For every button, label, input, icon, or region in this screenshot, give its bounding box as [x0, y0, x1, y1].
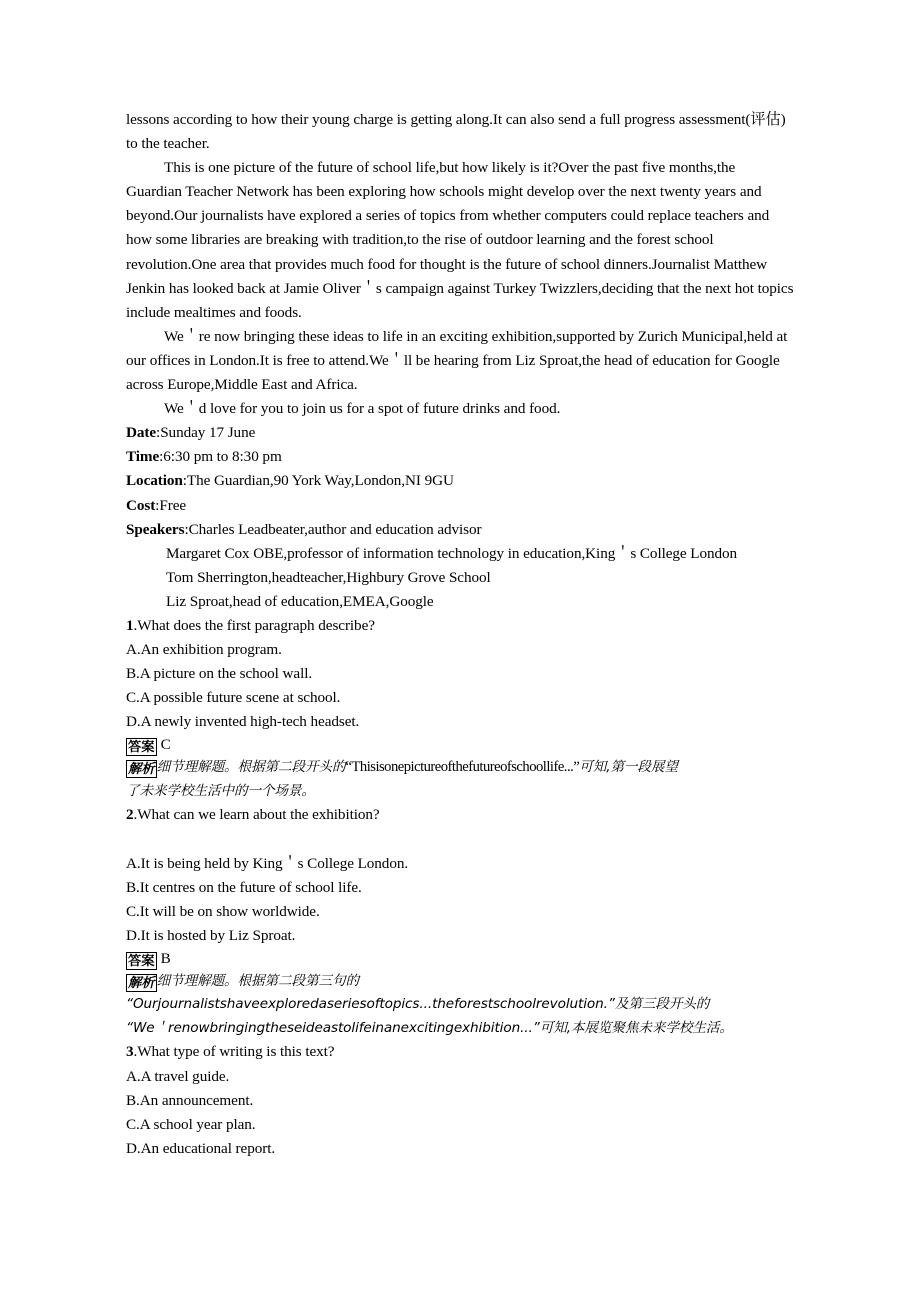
option-a[interactable]: A.It is being held by King＇s College London.: [126, 854, 409, 872]
analysis-cn: 细节理解题。根据第二段第三句的: [156, 972, 359, 989]
detail-separator: :: [182, 472, 187, 490]
analysis-tag-badge: 解析: [128, 762, 155, 778]
option-b[interactable]: B.A picture on the school wall.: [126, 665, 313, 683]
analysis-line: 了未来学校生活中的一个场景。: [126, 782, 315, 799]
detail-separator: :: [184, 520, 189, 538]
option-c[interactable]: C.A possible future scene at school.: [126, 689, 341, 707]
detail-separator: :: [159, 448, 164, 466]
option-d[interactable]: D.An educational report.: [126, 1139, 276, 1157]
question-stem: [126, 614, 794, 638]
option-c[interactable]: C.It will be on show worldwide.: [126, 902, 320, 920]
question-number: 1: [126, 616, 134, 634]
option-a[interactable]: A.A travel guide.: [126, 1067, 230, 1085]
speaker-item: Margaret Cox OBE,professor of information technology in education,King＇s College London: [166, 544, 738, 562]
analysis-cn: 及第三段开头的: [614, 996, 710, 1013]
analysis-line: [126, 993, 794, 1017]
passage-paragraph: We＇d love for you to join us for a spot of future drinks and food.: [164, 400, 561, 418]
analysis-cn: 可知,本展览聚焦未来学校生活。: [539, 1019, 733, 1036]
question-spacer: [126, 828, 794, 852]
question-block-2: [126, 803, 794, 1040]
analysis-quote: “Thisisonepictureofthefutureofschoollife...”: [345, 759, 580, 776]
detail-value: Charles Leadbeater,author and education advisor: [188, 520, 482, 538]
question-separator: .: [133, 1043, 138, 1061]
detail-label: Date: [126, 424, 157, 442]
analysis-tag-badge: 解析: [128, 975, 155, 991]
analysis-line: [126, 756, 794, 780]
question-text: What type of writing is this text?: [137, 1043, 335, 1061]
question-stem: [126, 1040, 794, 1064]
detail-label: Location: [126, 472, 183, 490]
event-detail-speakers: [126, 518, 794, 542]
detail-value: Sunday 17 June: [160, 424, 256, 442]
question-separator: .: [133, 806, 138, 824]
detail-value: The Guardian,90 York Way,London,NI 9GU: [186, 472, 454, 490]
analysis-cn: 可知,第一段展望: [579, 759, 678, 776]
event-detail-cost: [126, 494, 794, 518]
answer-tag-badge: 答案: [128, 740, 155, 756]
detail-value: Free: [159, 496, 187, 514]
passage-paragraph: We＇re now bringing these ideas to life in an exciting exhibition,supported by Zurich Municipal,held at our offices in London.It is free to attend.We＇ll be hearing from Liz Sproat,the head of education for Google across Europe,Middle East and Africa.: [126, 327, 788, 394]
event-detail-time: [126, 445, 794, 469]
passage-body: [126, 108, 794, 421]
detail-separator: :: [156, 424, 161, 442]
question-separator: .: [133, 616, 138, 634]
detail-value: 6:30 pm to 8:30 pm: [163, 448, 282, 466]
detail-label: Cost: [126, 496, 156, 514]
question-block-3: [126, 1040, 794, 1160]
event-detail-date: [126, 421, 794, 445]
answer-letter: C: [160, 736, 171, 754]
passage-paragraph: This is one picture of the future of school life,but how likely is it?Over the past five months,the Guardian Teacher Network has been exploring how schools might develop over the next twenty years and beyond.Our journalists have explored a series of topics from whether computers could replace teachers and how some libraries are breaking with tradition,to the rise of outdoor learning and the forest school revolution.One area that provides much food for thought is the future of school dinners.Journalist Matthew Jenkin has looked back at Jamie Oliver＇s campaign against Turkey Twizzlers,deciding that the next hot topics include mealtimes and foods.: [126, 159, 794, 321]
answer-letter: B: [160, 949, 171, 967]
option-b[interactable]: B.An announcement.: [126, 1091, 254, 1109]
answer-row: [126, 948, 794, 970]
question-stem: [126, 803, 794, 827]
question-text: What does the first paragraph describe?: [137, 616, 375, 634]
analysis-cn: 细节理解题。根据第二段开头的: [156, 759, 346, 776]
passage-paragraph: lessons according to how their young charge is getting along.It can also send a full progress assessment(评估) to the teacher.: [126, 111, 786, 153]
analysis-quote: “Ourjournalistshaveexploredaseriesoftopics...theforestschoolrevolution.”: [126, 996, 615, 1013]
detail-label: Time: [126, 448, 160, 466]
analysis-quote: “We＇renowbringingtheseideastolifeinanexcitingexhibition...”: [126, 1019, 540, 1036]
analysis-line: [126, 1017, 794, 1041]
option-d[interactable]: D.It is hosted by Liz Sproat.: [126, 926, 296, 944]
option-a[interactable]: A.An exhibition program.: [126, 641, 282, 659]
question-number: 2: [126, 806, 134, 824]
page-content: [126, 108, 794, 1161]
speaker-item: Liz Sproat,head of education,EMEA,Google: [166, 592, 434, 610]
answer-row: [126, 734, 794, 756]
question-block-1: [126, 614, 794, 803]
option-b[interactable]: B.It centres on the future of school life.: [126, 878, 362, 896]
option-d[interactable]: D.A newly invented high-tech headset.: [126, 713, 360, 731]
speaker-item: Tom Sherrington,headteacher,Highbury Grove School: [166, 568, 491, 586]
question-number: 3: [126, 1043, 134, 1061]
detail-label: Speakers: [126, 520, 185, 538]
event-details-list: [126, 421, 794, 614]
analysis-line: [126, 970, 794, 994]
option-c[interactable]: C.A school year plan.: [126, 1115, 256, 1133]
event-detail-location: [126, 469, 794, 493]
question-text: What can we learn about the exhibition?: [137, 806, 380, 824]
answer-tag-badge: 答案: [128, 953, 155, 969]
detail-separator: :: [155, 496, 160, 514]
